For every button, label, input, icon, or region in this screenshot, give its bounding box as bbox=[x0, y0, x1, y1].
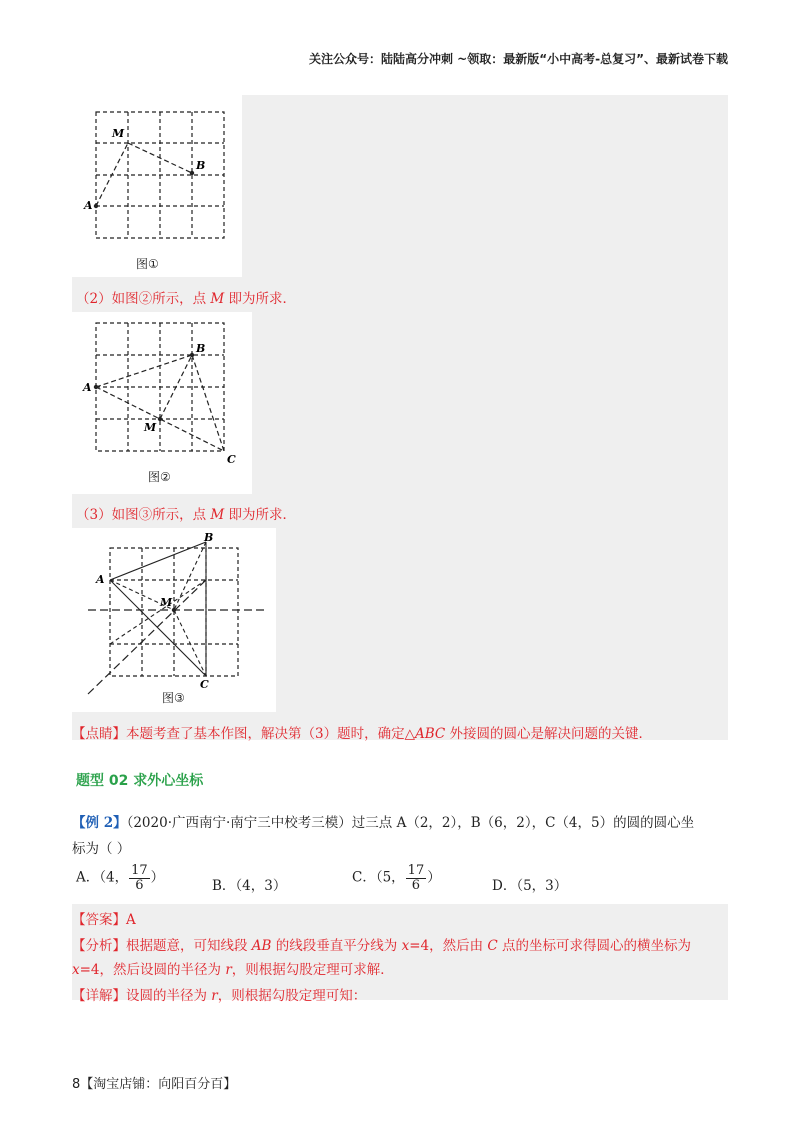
point-b bbox=[190, 353, 194, 357]
answer: 【答案】A bbox=[72, 912, 136, 928]
figure-3-triangle bbox=[110, 542, 206, 676]
comment: 【点睛】本题考查了基本作图，解决第（3）题时，确定△ABC 外接圆的圆心是解决问题的关键． bbox=[72, 726, 653, 742]
figure-3 bbox=[72, 528, 276, 712]
example-tag: 【例 2】 bbox=[72, 815, 127, 831]
option-c: C．（5， $\frac{17}{6}$ ） bbox=[352, 863, 441, 893]
label-b: B bbox=[204, 531, 214, 544]
point-b bbox=[190, 171, 194, 175]
perpendicular-bisector-diagonal bbox=[88, 580, 206, 694]
analysis: 【分析】根据题意，可知线段 AB 的线段垂直平分线为 x=4，然后由 C 点的坐标可求得圆心的横坐标为x=4，然后设圆的半径为 r，则根据勾股定理可求解． bbox=[72, 938, 692, 978]
fraction: $\frac{17}{6}$ bbox=[131, 863, 148, 893]
figure-1-caption: 图① bbox=[136, 257, 159, 271]
point-m bbox=[172, 608, 176, 612]
label-c: C bbox=[227, 453, 236, 466]
point-a bbox=[94, 385, 98, 389]
figure-3-svg bbox=[72, 528, 276, 712]
label-m: M bbox=[160, 596, 173, 609]
option-d: D．（5，3） bbox=[492, 878, 568, 894]
label-m: M bbox=[144, 421, 157, 434]
figure-3-radii bbox=[110, 542, 206, 676]
figure-1-svg bbox=[72, 95, 242, 277]
point-a bbox=[94, 204, 98, 208]
point-m bbox=[158, 417, 162, 421]
label-a: A bbox=[84, 199, 93, 212]
figure-3-caption: 图③ bbox=[162, 691, 185, 705]
label-m: M bbox=[112, 127, 125, 140]
label-a: A bbox=[96, 573, 105, 586]
figure-2-svg bbox=[72, 312, 252, 494]
option-b: B．（4，3） bbox=[212, 878, 287, 894]
page-header: 关注公众号：陆陆高分冲刺 ~领取：最新版“小中高考-总复习”、最新试卷下载 bbox=[309, 52, 728, 66]
label-b: B bbox=[196, 159, 206, 172]
label-a: A bbox=[83, 381, 92, 394]
example-2: 【例 2】（2020·广西南宁·南宁三中校考三模）过三点 A（2，2），B（6，2），C（4，5）的圆的圆心坐 标为（ ） bbox=[72, 815, 695, 857]
label-b: B bbox=[196, 342, 206, 355]
figure-2 bbox=[72, 312, 252, 494]
solution-3: （3）如图③所示，点 M 即为所求． bbox=[76, 507, 297, 523]
label-c: C bbox=[200, 678, 209, 691]
detail: 【详解】设圆的半径为 r，则根据勾股定理可知： bbox=[72, 988, 367, 1004]
figure-2-caption: 图② bbox=[148, 470, 171, 484]
figure-1 bbox=[72, 95, 242, 277]
section-title: 题型 02 求外心坐标 bbox=[76, 773, 204, 789]
page-footer: 8【淘宝店铺：向阳百分百】 bbox=[72, 1077, 237, 1092]
solution-2: （2）如图②所示，点 M 即为所求． bbox=[76, 291, 297, 307]
option-a: A．（4， $\frac{17}{6}$ ） bbox=[76, 863, 165, 893]
fraction: $\frac{17}{6}$ bbox=[407, 863, 425, 893]
